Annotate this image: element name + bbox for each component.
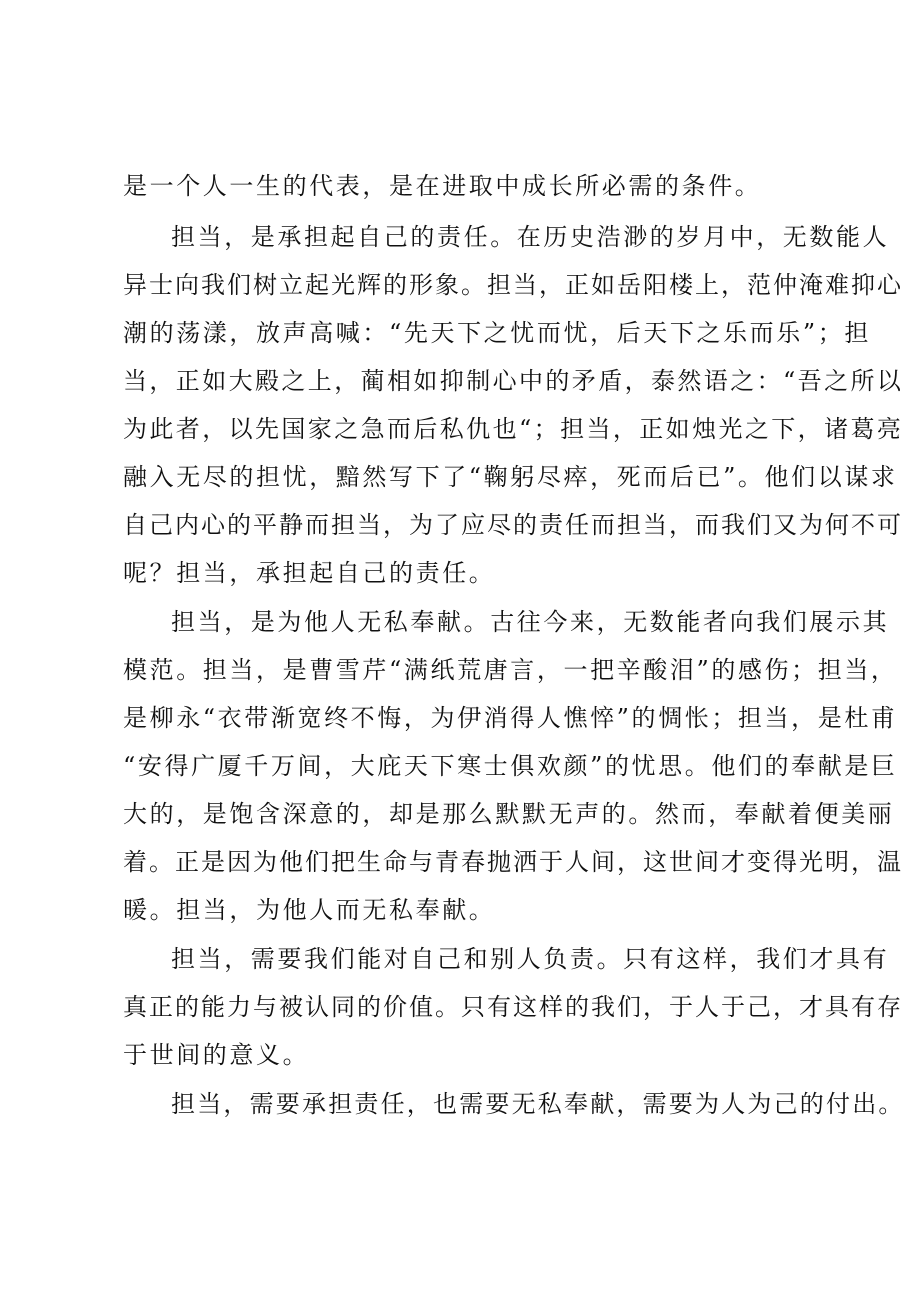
text-line: 潮的荡漾，放声高喊：“先天下之忧而忧，后天下之乐而乐”；担 <box>123 319 871 347</box>
text-line: 自己内心的平静而担当，为了应尽的责任而担当，而我们又为何不可 <box>123 511 903 539</box>
paragraph-start-line: 担当，需要承担责任，也需要无私奉献，需要为人为己的付出。 <box>171 1090 905 1118</box>
text-line: 是一个人一生的代表，是在进取中成长所必需的条件。 <box>123 172 762 200</box>
paragraph-start-line: 担当，需要我们能对自己和别人负责。只有这样，我们才具有 <box>171 945 890 973</box>
text-line: 融入无尽的担忧，黯然写下了“鞠躬尽瘁，死而后已”。他们以谋求 <box>123 463 898 491</box>
text-line: 着。正是因为他们把生命与青春抛洒于人间，这世间才变得光明，温 <box>123 848 903 876</box>
text-line: 呢？担当，承担起自己的责任。 <box>123 559 496 587</box>
text-line: 是柳永“衣带渐宽终不悔，为伊消得人憔悴”的惆怅；担当，是杜甫 <box>123 704 898 732</box>
text-line: 真正的能力与被认同的价值。只有这样的我们，于人于己，才具有存 <box>123 993 903 1021</box>
text-line: 大的，是饱含深意的，却是那么默默无声的。然而，奉献着便美丽 <box>123 800 895 828</box>
text-line: 异士向我们树立起光辉的形象。担当，正如岳阳楼上，范仲淹难抑心 <box>123 271 903 299</box>
text-line: “安得广厦千万间，大庇天下寒士俱欢颜”的忧思。他们的奉献是巨 <box>123 752 898 780</box>
text-line: 为此者，以先国家之急而后私仇也“；担当，正如烛光之下，诸葛亮 <box>123 415 904 443</box>
text-line: 模范。担当，是曹雪芹“满纸荒唐言，一把辛酸泪”的感伤；担当， <box>123 656 898 684</box>
paragraph-start-line: 担当，是承担起自己的责任。在历史浩渺的岁月中，无数能人 <box>171 223 890 251</box>
text-line: 于世间的意义。 <box>123 1041 310 1069</box>
text-line: 暖。担当，为他人而无私奉献。 <box>123 896 496 924</box>
paragraph-start-line: 担当，是为他人无私奉献。古往今来，无数能者向我们展示其 <box>171 608 890 636</box>
text-line: 当，正如大殿之上，蔺相如抑制心中的矛盾，泰然语之：“吾之所以 <box>123 367 904 395</box>
